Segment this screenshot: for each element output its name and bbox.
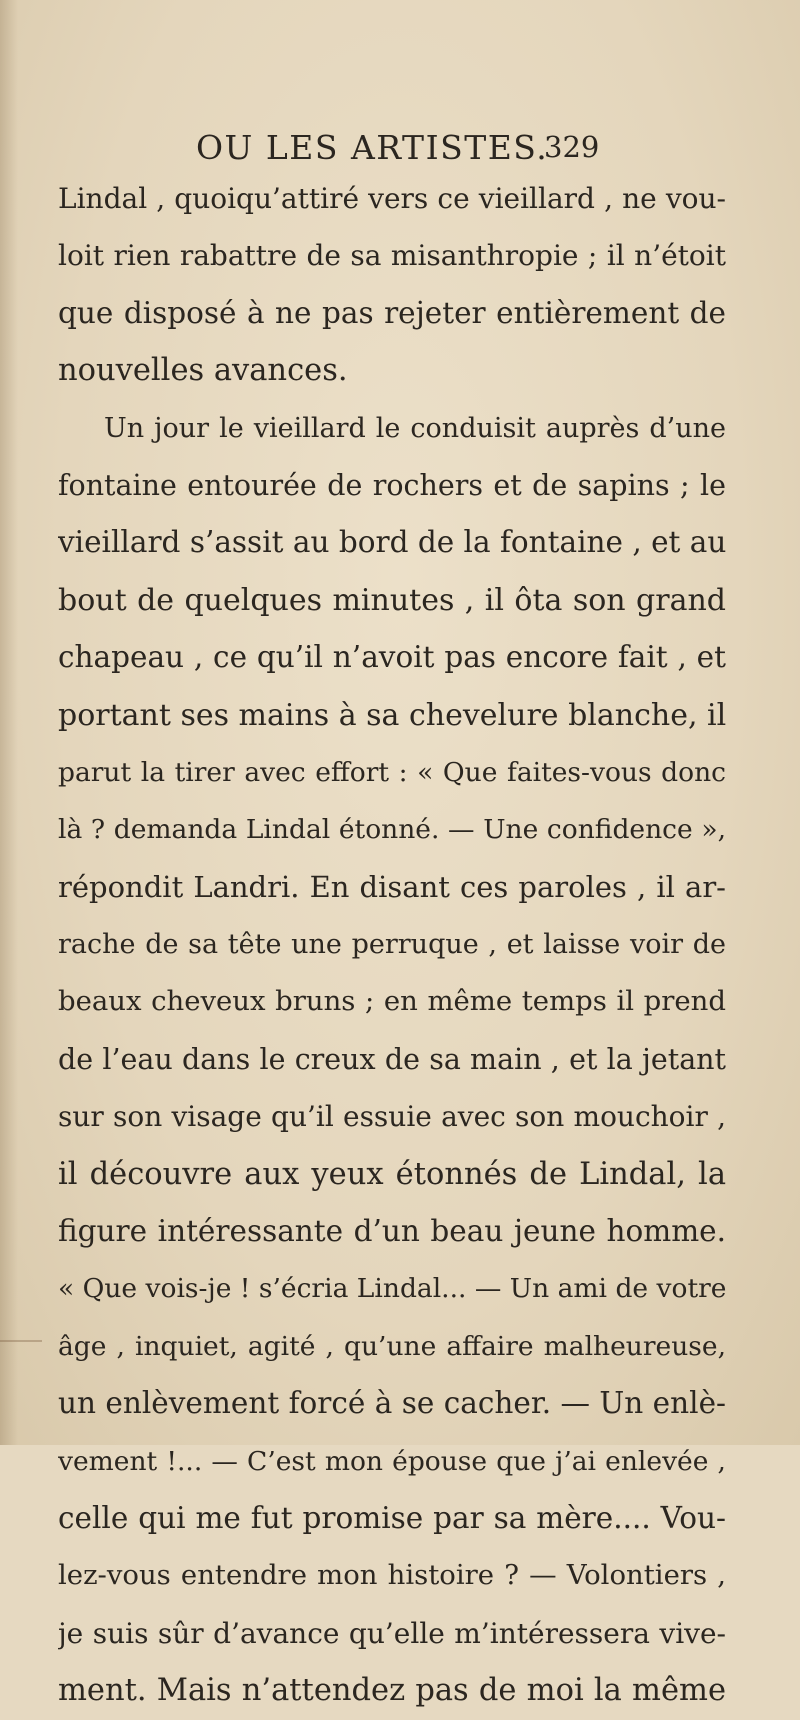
- text-line: je suis sûr d’avance qu’elle m’intéressera vive-: [58, 1616, 726, 1650]
- text-line: un enlèvement forcé à se cacher. — Un enlè-: [58, 1386, 726, 1421]
- page-fold-shadow: [0, 0, 18, 1445]
- text-line: vieillard s’assit au bord de la fontaine , et au: [58, 525, 726, 560]
- text-line: celle qui me fut promise par sa mère.... Vou-: [58, 1500, 726, 1535]
- margin-mark: [0, 1340, 42, 1342]
- text-line: rache de sa tête une perruque , et laisse voir de: [58, 929, 726, 961]
- page-header: [0, 128, 800, 168]
- running-title: OU LES ARTISTES.: [196, 128, 549, 167]
- paragraph-start-line: Un jour le vieillard le conduisit auprès d’une: [104, 412, 726, 444]
- text-line: là ? demanda Lindal étonné. — Une confidence »,: [58, 814, 726, 846]
- text-line: « Que vois-je ! s’écria Lindal... — Un ami de votre: [58, 1273, 726, 1305]
- text-line: ment. Mais n’attendez pas de moi la même: [58, 1673, 726, 1709]
- body-text: [58, 170, 726, 1720]
- text-line: Lindal , quoiqu’attiré vers ce vieillard , ne vou-: [58, 182, 726, 215]
- text-line: figure intéressante d’un beau jeune homme.: [58, 1214, 726, 1249]
- text-line: de l’eau dans le creux de sa main , et la jetant: [58, 1042, 726, 1076]
- text-line: lez-vous entendre mon histoire ? — Volontiers ,: [58, 1559, 726, 1592]
- text-line: fontaine entourée de rochers et de sapins ; le: [58, 468, 726, 502]
- text-line: vement !... — C’est mon épouse que j’ai enlevée ,: [58, 1445, 726, 1477]
- text-line: que disposé à ne pas rejeter entièrement de: [58, 295, 726, 330]
- text-line: nouvelles avances.: [58, 353, 348, 389]
- page-number: 329: [544, 130, 600, 164]
- text-line: bout de quelques minutes , il ôta son grand: [58, 582, 726, 618]
- text-line: loit rien rabattre de sa misanthropie ; il n’étoit: [58, 239, 726, 273]
- text-line: beaux cheveux bruns ; en même temps il prend: [58, 985, 726, 1018]
- text-line: sur son visage qu’il essuie avec son mouchoir ,: [58, 1100, 726, 1134]
- text-line: âge , inquiet, agité , qu’une affaire malheureuse,: [58, 1330, 726, 1362]
- text-line: chapeau , ce qu’il n’avoit pas encore fait , et: [58, 640, 726, 675]
- text-line: parut la tirer avec effort : « Que faites-vous donc: [58, 756, 726, 788]
- text-line: répondit Landri. En disant ces paroles , il ar-: [58, 869, 726, 904]
- text-line: portant ses mains à sa chevelure blanche, il: [58, 697, 726, 733]
- text-line: il découvre aux yeux étonnés de Lindal, la: [58, 1156, 726, 1192]
